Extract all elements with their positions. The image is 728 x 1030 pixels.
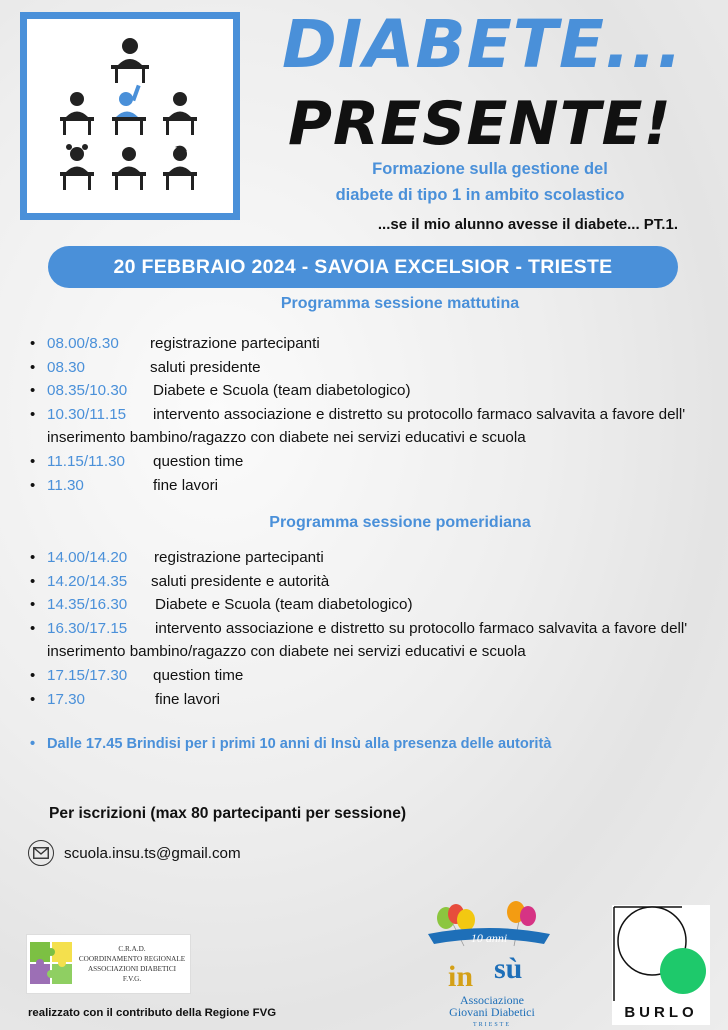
crad-text	[77, 944, 187, 984]
agenda-text: registrazione partecipanti	[150, 335, 320, 352]
agenda-item	[30, 379, 720, 403]
afternoon-session-heading: Programma sessione pomeridiana	[269, 514, 531, 531]
agenda-text: Diabete e Scuola (team diabetologico)	[153, 382, 411, 400]
burlo-text: BURLO	[624, 1004, 698, 1021]
agenda-time: 14.00/14.20	[47, 549, 128, 566]
burlo-logo	[612, 905, 710, 1025]
crad-line: COORDINAMENTO REGIONALE	[78, 955, 186, 963]
insu-logo	[424, 900, 554, 1028]
crad-line: F.V.G.	[122, 975, 142, 983]
insu-assoc-2: Giovani Diabetici	[449, 1005, 535, 1019]
agenda-text: question time	[153, 452, 244, 470]
agenda-item	[30, 546, 720, 570]
subtitle-line-2: diabete di tipo 1 in ambito scolastico	[335, 186, 625, 204]
signup-info: Per iscrizioni (max 80 partecipanti per sessione)	[49, 805, 407, 822]
agenda-text: fine lavori	[155, 690, 220, 708]
morning-session-heading: Programma sessione mattutina	[280, 295, 520, 312]
agenda-time: 11.15/11.30	[47, 452, 125, 470]
agenda-time: 16.30/17.15	[47, 619, 128, 637]
classroom-icon-box	[20, 12, 240, 220]
agenda-item	[30, 688, 720, 712]
date-location-banner	[48, 246, 678, 288]
tagline: ...se il mio alunno avesse il diabete... PT.1.	[377, 216, 678, 233]
classroom-icon	[27, 19, 233, 213]
agenda-text: question time	[153, 666, 244, 684]
insu-assoc-1: Associazione	[460, 993, 524, 1007]
agenda-item	[30, 617, 720, 664]
insu-city: TRIESTE	[473, 1022, 511, 1028]
agenda-text: intervento associazione e distretto su protocollo farmaco salvavita a favore dell' inserimento bambino/ragazzo con diabete nei servizi educativi e scuola	[47, 405, 686, 447]
title-line-1: DIABETE...	[282, 6, 684, 83]
agenda-text: fine lavori	[153, 476, 218, 494]
agenda-text: saluti presidente	[150, 358, 261, 376]
agenda-item	[30, 664, 720, 688]
mail-icon	[28, 840, 54, 866]
insu-logo-graphic	[424, 900, 554, 1028]
burlo-logo-graphic	[612, 905, 710, 1005]
agenda-time: 17.15/17.30	[47, 666, 128, 684]
crad-line: ASSOCIAZIONI DIABETICI	[87, 965, 177, 973]
agenda-time: 08.35/10.30	[47, 382, 128, 400]
puzzle-icon	[27, 936, 77, 992]
agenda-text: registrazione partecipanti	[154, 549, 324, 566]
agenda-item	[30, 356, 720, 380]
afternoon-agenda-list	[30, 546, 720, 711]
agenda-item	[30, 570, 720, 594]
email-contact[interactable]	[28, 840, 241, 866]
crad-line: C.R.A.D.	[118, 945, 146, 953]
agenda-text: Diabete e Scuola (team diabetologico)	[155, 596, 413, 614]
agenda-text: intervento associazione e distretto su protocollo farmaco salvavita a favore dell' inserimento bambino/ragazzo con diabete nei servizi educativi e scuola	[47, 619, 688, 661]
agenda-text: saluti presidente e autorità	[151, 572, 330, 590]
insu-name-a: in	[448, 960, 474, 993]
title-line-2: PRESENTE!	[288, 89, 672, 159]
agenda-time: 17.30	[47, 690, 86, 708]
insu-anniversary: 10 anni	[470, 931, 508, 945]
agenda-item	[30, 593, 720, 617]
agenda-time: 11.30	[47, 476, 84, 494]
insu-name-b: sù	[494, 952, 523, 985]
agenda-item	[30, 450, 720, 474]
banner-text: 20 FEBBRAIO 2024 - SAVOIA EXCELSIOR - TRIESTE	[113, 255, 613, 278]
agenda-time: 10.30/11.15	[47, 405, 127, 423]
agenda-time: 14.35/16.30	[47, 596, 128, 614]
anniversary-toast-note: • Dalle 17.45 Brindisi per i primi 10 anni di Insù alla presenza delle autorità	[30, 736, 720, 752]
morning-agenda-list	[30, 332, 720, 497]
agenda-time: 08.00/8.30	[47, 335, 119, 352]
agenda-item	[30, 403, 720, 450]
subtitle-line-1: Formazione sulla gestione del	[372, 160, 608, 178]
agenda-time: 14.20/14.35	[47, 572, 128, 590]
crad-logo	[26, 934, 191, 994]
agenda-item	[30, 474, 720, 498]
credit-note: realizzato con il contributo della Regione FVG	[28, 1007, 277, 1019]
agenda-time: 08.30	[47, 358, 86, 376]
email-address-link[interactable]: scuola.insu.ts@gmail.com	[64, 844, 241, 862]
agenda-item	[30, 332, 720, 356]
